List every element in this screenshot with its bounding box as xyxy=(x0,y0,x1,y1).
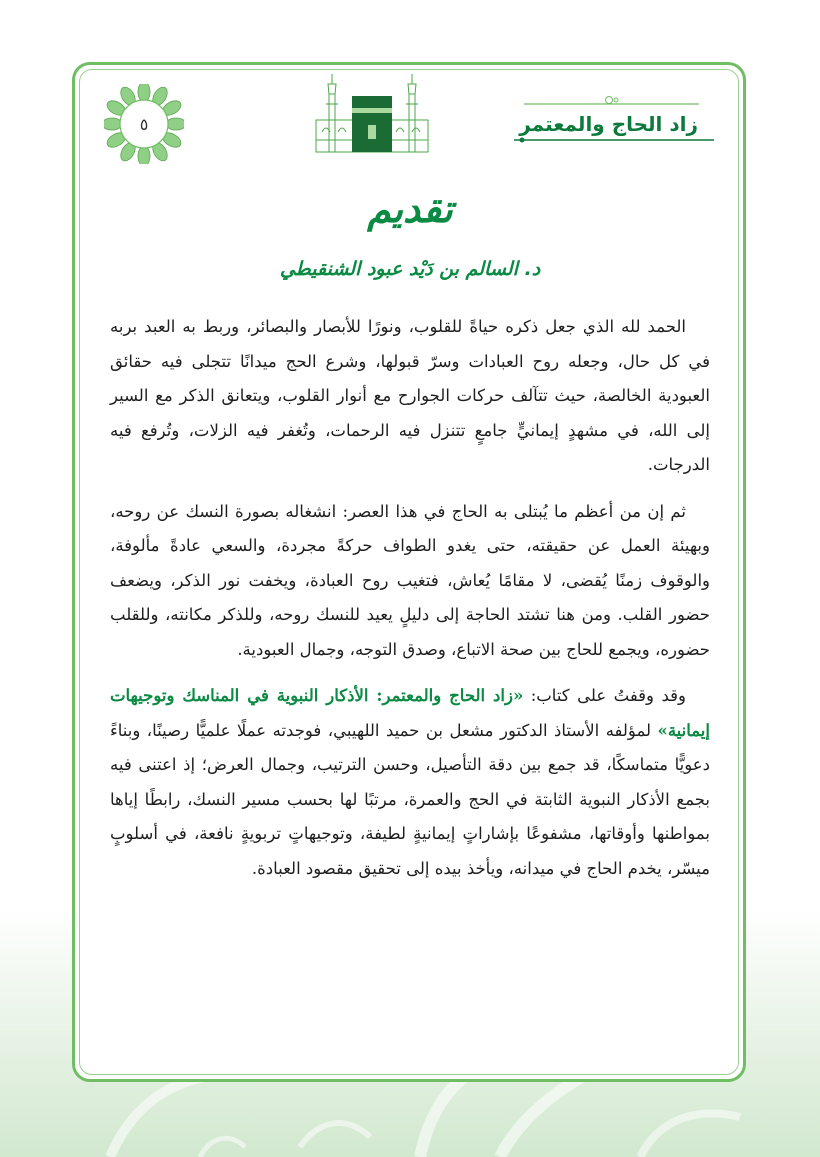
body-text xyxy=(110,310,710,898)
paragraph-text: لمؤلفه الأستاذ الدكتور مشعل بن حميد اللهيبي، فوجدته عملًا علميًّا رصينًا، وبناءً دعويًّا متماسكًا، قد جمع بين دقة التأصيل، وحسن الترتيب، وجمال العرض؛ إذ اعتنى فيه بجمع الأذكار النبوية الثابتة في الحج والعمرة، مرتبًا لها بحسب مسير النسك، رابطًا إياها بمواطنها وأوقاتها، مشفوعًا بإشاراتٍ إيمانيةٍ لطيفة، وتوجيهاتٍ تربويةٍ نافعة، في أسلوبٍ ميسّر، يخدم الحاج في ميدانه، ويأخذ بيده إلى تحقيق مقصود العبادة. xyxy=(110,720,710,878)
paragraph: الحمد لله الذي جعل ذكره حياةً للقلوب، ونورًا للأبصار والبصائر، وربط به العبد بربه في كل حال، وجعله روح العبادات وسرّ قبولها، وشرع الحج ميدانًا تتجلى فيه حقائق العبودية الخالصة، حيث تتآلف حركات الجوارح مع أنوار القلوب، ويتعانق الذكر مع السير إلى الله، في مشهدٍ إيمانيٍّ جامعٍ تتنزل فيه الرحمات، وتُغفر فيه الزلات، وتُرفع فيه الدرجات. xyxy=(110,317,710,474)
header-book-title: زاد الحاج والمعتمر xyxy=(519,112,698,136)
author-name: د. السالم بن دَيْد عبود الشنقيطي xyxy=(279,258,541,280)
section-title: تقديم xyxy=(367,186,453,231)
page-number: ٥ xyxy=(139,114,149,134)
paragraph-intro: وقد وقفتُ على كتاب: xyxy=(523,686,686,705)
referenced-book-title: «زاد الحاج والمعتمر: الأذكار النبوية في المناسك وتوجيهات إيمانية» xyxy=(110,686,710,740)
paragraph: ثم إن من أعظم ما يُبتلى به الحاج في هذا العصر: انشغاله بصورة النسك عن روحه، وبهيئة العمل عن حقيقته، حتى يغدو الطواف حركةً مجردة، والسعي عادةً مألوفة، والوقوف زمنًا يُقضى، لا مقامًا يُعاش، فتغيب روح العبادة، ويخفت نور الذكر، ويضعف حضور القلب. ومن هنا تشتد الحاجة إلى دليلٍ يعيد للنسك روحه، وللذكر مكانته، وللقلب حضوره، ويجمع للحاج بين صحة الاتباع، وصدق التوجه، وجمال العبودية. xyxy=(110,501,710,659)
kaaba-minarets-icon xyxy=(312,70,432,156)
paragraph xyxy=(110,679,710,886)
